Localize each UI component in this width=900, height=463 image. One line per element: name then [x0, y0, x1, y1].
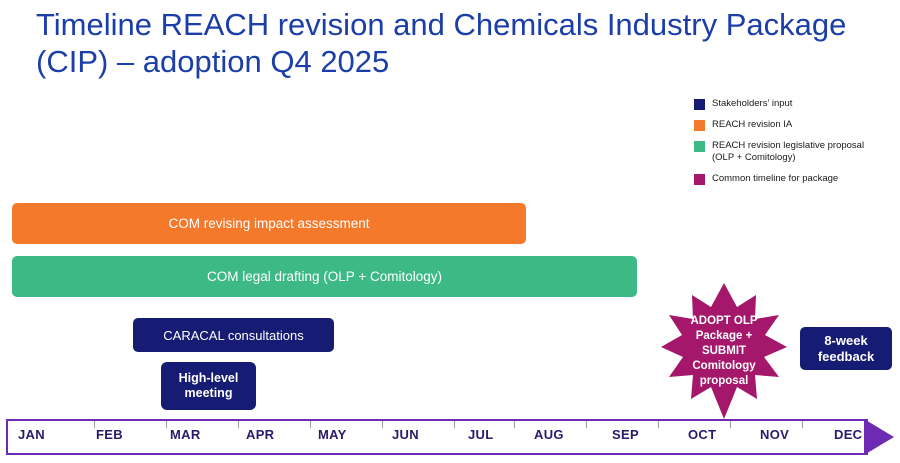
axis-tick	[730, 421, 731, 428]
axis-month-oct: OCT	[688, 427, 717, 442]
axis-tick	[514, 421, 515, 428]
axis-tick	[802, 421, 803, 428]
axis-month-aug: AUG	[534, 427, 564, 442]
bar-impact-assessment: COM revising impact assessment	[12, 203, 526, 244]
legend-item-stakeholders	[694, 98, 894, 110]
timeline-axis	[6, 419, 894, 455]
axis-tick	[382, 421, 383, 428]
axis-tick	[310, 421, 311, 428]
legend-label: Stakeholders’ input	[712, 98, 793, 109]
axis-month-jun: JUN	[392, 427, 419, 442]
milestone-label: ADOPT OLP Package + SUBMIT Comitology proposal	[690, 314, 758, 387]
legend-label: REACH revision IA	[712, 119, 793, 130]
axis-arrow-icon	[864, 419, 894, 455]
legend-label: REACH revision legislative proposal (OLP + Comitology)	[712, 140, 865, 163]
bar-caracal-consultations: CARACAL consultations	[133, 318, 334, 352]
legend	[694, 98, 894, 194]
axis-month-jul: JUL	[468, 427, 494, 442]
axis-month-may: MAY	[318, 427, 347, 442]
axis-tick	[454, 421, 455, 428]
axis-month-nov: NOV	[760, 427, 790, 442]
axis-month-mar: MAR	[170, 427, 201, 442]
axis-month-sep: SEP	[612, 427, 639, 442]
page-title: Timeline REACH revision and Chemicals Industry Package (CIP) – adoption Q4 2025	[36, 7, 847, 79]
milestone-starburst	[661, 281, 787, 421]
bar-high-level-meeting: High-level meeting	[161, 362, 256, 410]
axis-month-feb: FEB	[96, 427, 123, 442]
axis-tick	[166, 421, 167, 428]
legend-swatch-navy	[694, 99, 705, 110]
bar-legal-drafting: COM legal drafting (OLP + Comitology)	[12, 256, 637, 297]
legend-item-common-timeline	[694, 173, 894, 185]
axis-body	[6, 419, 868, 455]
axis-tick	[586, 421, 587, 428]
legend-swatch-magenta	[694, 174, 705, 185]
legend-item-reach-ia	[694, 119, 894, 131]
bar-eight-week-feedback: 8-week feedback	[800, 327, 892, 370]
axis-month-apr: APR	[246, 427, 275, 442]
legend-swatch-green	[694, 141, 705, 152]
axis-month-jan: JAN	[18, 427, 45, 442]
legend-item-legislative-proposal	[694, 140, 894, 164]
axis-tick	[658, 421, 659, 428]
legend-label: Common timeline for package	[712, 173, 839, 184]
axis-month-dec: DEC	[834, 427, 863, 442]
legend-swatch-orange	[694, 120, 705, 131]
axis-tick	[94, 421, 95, 428]
axis-tick	[238, 421, 239, 428]
